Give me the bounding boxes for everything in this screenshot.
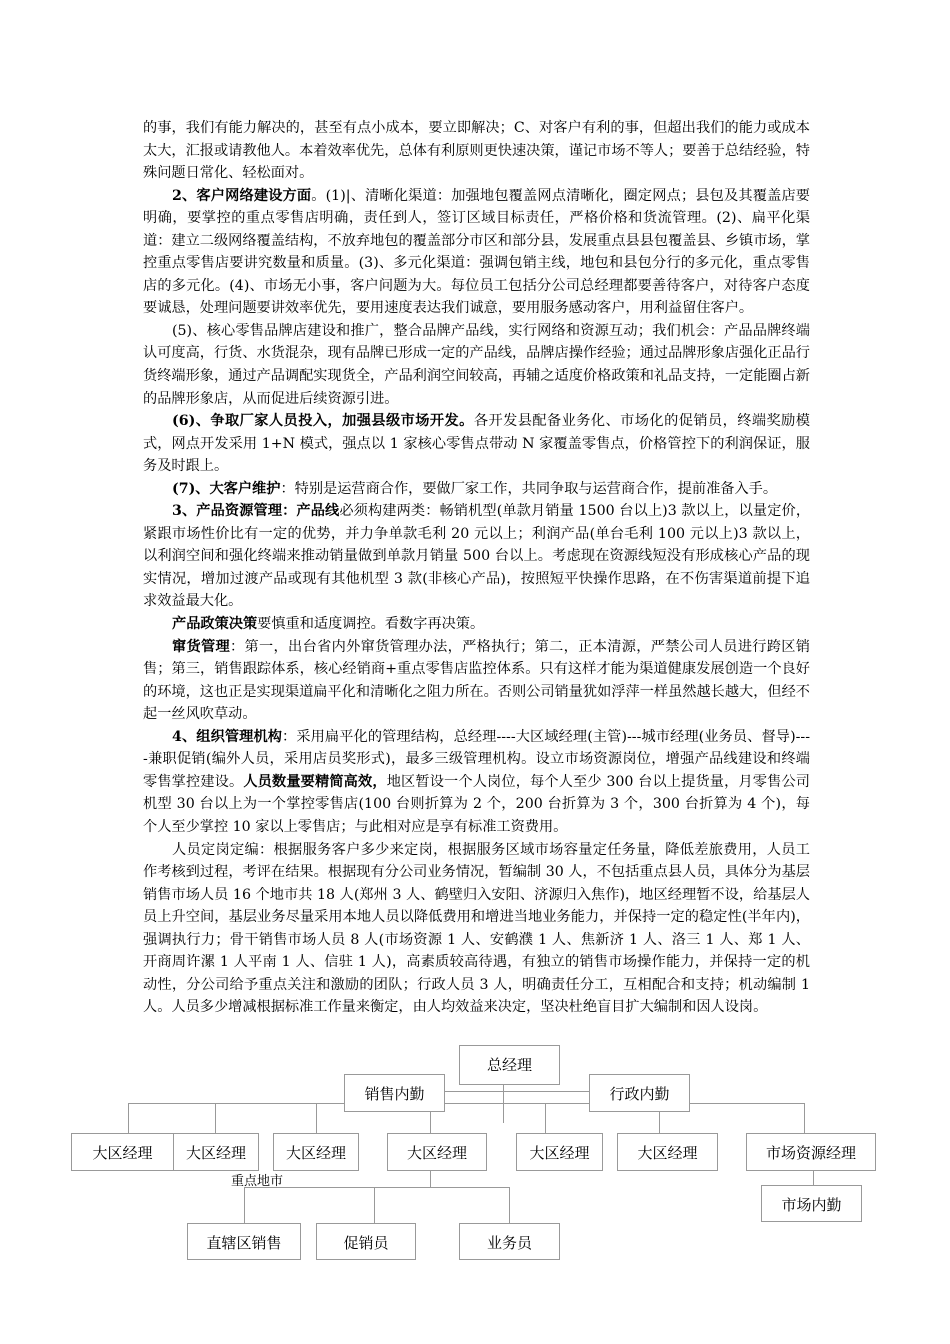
connector-line <box>128 1103 804 1104</box>
paragraph-5-text: ：特别是运营商合作，要做厂家工作，共同争取与运营商合作，提前准备入手。 <box>280 480 778 497</box>
org-box-direct-sales <box>187 1223 301 1260</box>
paragraph-9 <box>143 726 810 839</box>
paragraph-6 <box>143 500 810 613</box>
body-text <box>143 117 810 1019</box>
org-box-region-manager <box>173 1133 259 1171</box>
paragraph-2-text: 。(1)|、清晰化渠道：加强地包覆盖网点清晰化，圈定网点；县包及其覆盖店要明确，要掌控的重点零售店明确，责任到人，签订区域目标责任，严格价格和货流管理。(2)、扁平化渠道：建立二级网络覆盖结构，不放弃地包的覆盖部分市区和部分县，发展重点县县包覆盖县、乡镇市场，掌控重点零售店要讲究数量和质量。(3)、多元化渠道：强调包销主线，地包和县包分行的多元化，重点零售店的多元化。(4)、市场无小事，客户问题为大。每位员工包括分公司总经理都要善待客户，对待客户态度要诚恳，处理问题要讲效率优先，要用速度表达我们诚意，要用服务感动客户，用利益留住客户。 <box>143 187 810 317</box>
paragraph-3-text: (5)、核心零售品牌店建设和推广，整合品牌产品线，实行网络和资源互动；我们机会：产品品牌终端认可度高，行货、水货混杂，现有品牌已形成一定的产品线，品牌店操作经验；通过品牌形象店强化正品行货终端形象，通过产品调配实现货全，产品利润空间较高，再辅之适度价格政策和礼品支持，一定能圈占新的品牌形象店，从而促进后续资源引进。 <box>143 322 810 407</box>
connector-line <box>429 1091 589 1092</box>
section-4-heading: 4、组织管理机构 <box>172 728 283 745</box>
paragraph-8 <box>143 636 810 726</box>
org-box-region-manager <box>617 1133 718 1171</box>
paragraph-2 <box>143 185 810 320</box>
paragraph-4 <box>143 410 810 478</box>
org-box-label: 行政内勤 <box>609 1085 670 1103</box>
paragraph-7-text: 要慎重和适度调控。看数字再决策。 <box>257 616 485 633</box>
org-box-label: 大区经理 <box>285 1144 346 1162</box>
org-box-label: 市场内勤 <box>781 1196 842 1214</box>
org-box-admin <box>589 1074 690 1112</box>
paragraph-5-heading: (7)、大客户维护 <box>172 480 281 497</box>
paragraph-7 <box>143 613 810 636</box>
connector-line <box>244 1187 509 1188</box>
org-box-label: 大区经理 <box>529 1144 590 1162</box>
paragraph-4-heading: (6)、争取厂家人员投入，加强县级市场开发。 <box>172 413 474 430</box>
org-box-label: 市场资源经理 <box>765 1144 856 1162</box>
org-box-general-manager <box>459 1045 560 1085</box>
org-box-label: 促销员 <box>343 1234 389 1252</box>
paragraph-7-heading: 产品政策决策 <box>172 616 258 633</box>
org-box-promoter <box>316 1223 416 1260</box>
paragraph-8-text: ：第一，出台省内外窜货管理办法，严格执行；第二，正本清源，严禁公司人员进行跨区销售；第三，销售跟踪体系，核心经销商+重点零售店监控体系。只有这样才能为渠道健康发展创造一个良好的环境，这也正是实现渠道扁平化和清晰化之阻力所在。否则公司销量犹如浮萍一样虽然越长越大，但经不起一丝风吹草动。 <box>143 638 810 723</box>
paragraph-1-text: 的事，我们有能力解决的，甚至有点小成本，要立即解决；C、对客户有利的事，但超出我们的能力或成本太大，汇报或请教他人。本着效率优先，总体有利原则更快速决策，谨记市场不等人；要善于总结经验，特殊问题日常化、轻松面对。 <box>143 120 810 182</box>
paragraph-9-emphasis: 人员数量要精简高效， <box>243 773 387 790</box>
paragraph-9-text-2: 地区暂设一个人岗位，每个人至少 300 台以上提货量，月零售公司机型 30 台以上为一个掌控零售店(100 台则折算为 2 个，200 台折算为 3 个，300 台折算为 4 个)，每个人至少掌控 10 家以上零售店；与此相对应是享有标准工资费用。 <box>143 773 810 835</box>
section-2-heading: 2、客户网络建设方面 <box>172 187 312 204</box>
paragraph-9-text-1: ：采用扁平化的管理结构，总经理----大区域经理(主管)---城市经理(业务员、督导)----兼职促销(编外人员，采用店员奖形式)，最多三级管理机构。设立市场资源岗位，增强产品线建设和终端零售掌控建设。 <box>143 728 810 790</box>
org-box-sales-admin <box>344 1074 445 1112</box>
org-box-region-manager <box>71 1133 174 1171</box>
org-box-region-manager <box>387 1133 487 1171</box>
org-box-salesman <box>459 1223 560 1260</box>
key-city-label: 重点地市 <box>231 1174 284 1189</box>
org-box-label: 大区经理 <box>185 1144 246 1162</box>
org-box-market-admin <box>761 1185 862 1222</box>
paragraph-3 <box>143 320 810 410</box>
paragraph-4-text: 各开发县配备业务化、市场化的促销员，终端奖励模式，网点开发采用 1+N 模式，强点以 1 家核心零售点带动 N 家覆盖零售点，价格管控下的利润保证，服务及时跟上。 <box>143 413 810 475</box>
connector-line <box>430 1171 431 1187</box>
org-box-label: 销售内勤 <box>364 1085 425 1103</box>
org-box-label: 直辖区销售 <box>206 1234 282 1252</box>
org-box-label: 总经理 <box>486 1056 532 1074</box>
paragraph-5 <box>143 478 810 501</box>
connector-line <box>804 1103 805 1133</box>
connector-line <box>244 1187 245 1223</box>
org-box-label: 业务员 <box>486 1234 532 1252</box>
section-3-heading: 3、产品资源管理：产品线 <box>172 503 340 520</box>
org-box-region-manager <box>516 1133 603 1171</box>
paragraph-10 <box>143 839 810 1019</box>
connector-line <box>813 1171 814 1185</box>
org-box-market-resource-manager <box>746 1133 876 1171</box>
connector-line <box>374 1187 375 1223</box>
paragraph-6-text: 必须构建两类：畅销机型(单款月销量 1500 台以上)3 款以上，以量定价，紧跟市场性价比有一定的优势，并力争单款毛利 20 元以上；利润产品(单台毛利 100 元以上)3 款以上，以利润空间和强化终端来推动销量做到单款月销量 500 台以上。考虑现在资源线短没有形成核心产品的现实情况，增加过渡产品或现有其他机型 3 款(非核心产品)，按照短平快操作思路，在不伤害渠道前提下追求效益最大化。 <box>143 503 811 610</box>
connector-line <box>509 1187 510 1223</box>
connector-line <box>545 1103 546 1133</box>
org-box-label: 大区经理 <box>406 1144 467 1162</box>
connector-line <box>215 1103 216 1133</box>
paragraph-10-text: 人员定岗定编：根据服务客户多少来定岗，根据服务区域市场容量定任务量，降低差旅费用，人员工作考核到过程，考评在结果。根据现有分公司业务情况，暂编制 30 人，不包括重点县人员，具体分为基层销售市场人员 16 个地市共 18 人(郑州 3 人、鹤壁归入安阳、济源归入焦作)，地区经理暂不设，给基层人员上升空间，基层业务尽量采用本地人员以降低费用和增进当地业务能力，并保持一定的稳定性(半年内)，强调执行力；骨干销售市场人员 8 人(市场资源 1 人、安鹤濮 1 人、焦新济 1 人、洛三 1 人、郑 1 人、开商周许漯 1 人平南 1 人、信驻 1 人)，高素质较高待遇，有独立的销售市场操作能力，并保持一定的机动性，分公司给予重点关注和激励的团队；行政人员 3 人，明确责任分工，互相配合和支持；机动编制 1 人。人员多少增减根据标准工作量来衡定，由人均效益来决定，坚决杜绝盲目扩大编制和因人设岗。 <box>143 841 810 1016</box>
org-box-label: 大区经理 <box>637 1144 698 1162</box>
paragraph-8-heading: 窜货管理 <box>172 638 231 655</box>
org-box-region-manager <box>273 1133 359 1171</box>
connector-line <box>316 1103 317 1133</box>
org-box-label: 大区经理 <box>92 1144 153 1162</box>
connector-line <box>128 1103 129 1133</box>
paragraph-1 <box>143 117 810 185</box>
